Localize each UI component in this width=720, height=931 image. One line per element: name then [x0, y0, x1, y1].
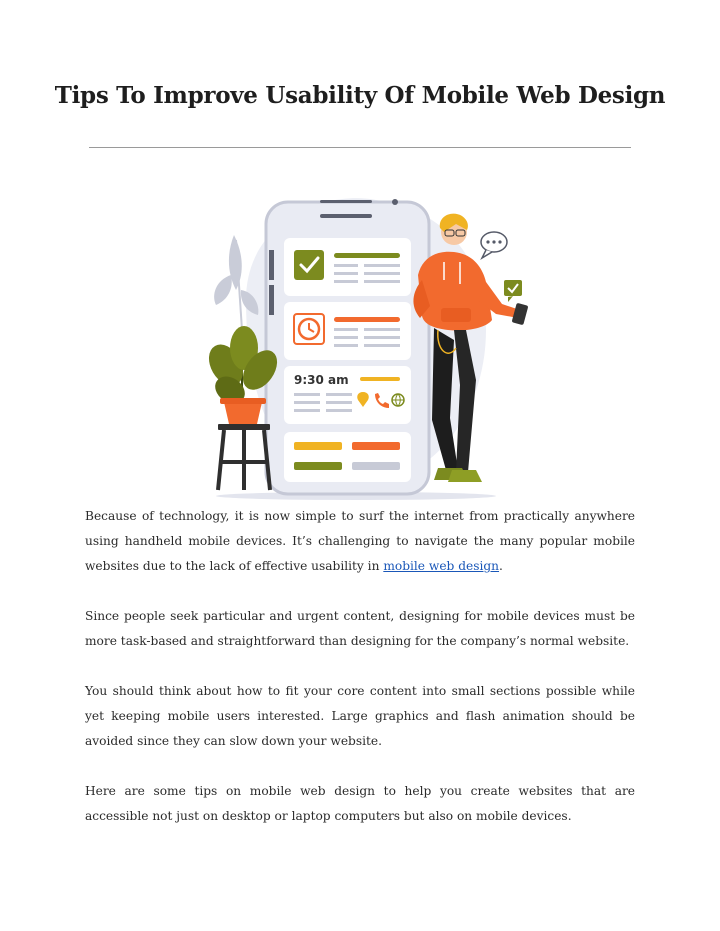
check-icon: [294, 250, 324, 280]
paragraph-2: Since people seek particular and urgent content, designing for mobile devices must be more task-based and straightforward than designing for the company’s normal website.: [85, 609, 635, 648]
title-divider: [89, 147, 631, 148]
mobile-web-design-link[interactable]: mobile web design: [383, 559, 500, 573]
paragraph-1-text: Because of technology, it is now simple to surf the internet from practically anywhere using handheld mobile devices. It’s challenging to navigate the many popular mobile websites due to the lack of effective usability in: [85, 509, 635, 573]
chat-bubble-icon: [481, 232, 507, 258]
smartphone: [266, 199, 429, 494]
paragraph-1-end: .: [499, 559, 503, 573]
mobile-design-illustration: [186, 180, 536, 505]
article-body: [85, 504, 635, 854]
paragraph-4: Here are some tips on mobile web design to help you create websites that are accessible not just on desktop or laptop computers but also on mobile devices.: [85, 784, 635, 823]
checkmark-bubble-icon: [504, 280, 522, 302]
page-title: Tips To Improve Usability Of Mobile Web Design: [54, 82, 666, 109]
paragraph-3: You should think about how to fit your core content into small sections possible while yet keeping mobile users interested. Large graphics and flash animation should be avoided since they can slow down your website.: [85, 684, 635, 748]
phone-time: 9:30 am: [294, 373, 349, 387]
paragraph-1: [85, 504, 635, 579]
